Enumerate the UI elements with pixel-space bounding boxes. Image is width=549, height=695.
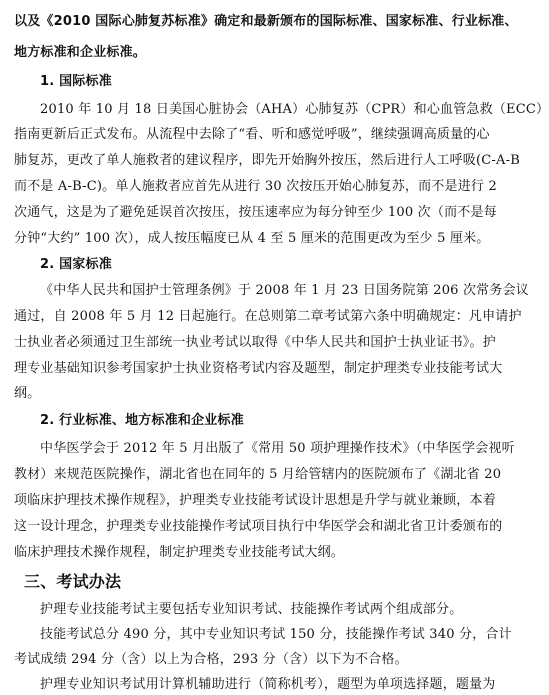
paragraph-line: 《中华人民共和国护士管理条例》于 2008 年 1 月 23 日国务院第 206 次常务会议 (40, 283, 529, 298)
paragraph-line: 通过，自 2008 年 5 月 12 日起施行。在总则第二章考试第六条中明确规定：凡申请护 (14, 309, 522, 324)
paragraph-line: 项临床护理技术操作规程》，护理类专业技能考试设计思想是升学与就业兼顾，本着 (14, 493, 496, 508)
paragraph-line: 纲。 (14, 386, 41, 401)
paragraph-line: 而不是 A-B-C)。单人施救者应首先从进行 30 次按压开始心肺复苏，而不是进行 2 (14, 179, 497, 194)
paragraph-line: 2010 年 10 月 18 日美国心脏协会（AHA）心肺复苏（CPR）和心血管急救（ECC） (40, 102, 549, 117)
paragraph-line: 教材）来规范医院操作，湖北省也在同年的 5 月给管辖内的医院颁布了《湖北省 20 (14, 467, 502, 482)
chapter-heading: 三、考试办法 (24, 572, 122, 591)
text-line: 地方标准和企业标准。 (14, 45, 147, 60)
paragraph-line: 士执业者必须通过卫生部统一执业考试以取得《中华人民共和国护士执业证书》。护 (14, 335, 496, 350)
paragraph-line: 考试成绩 294 分（含）以上为合格，293 分（含）以下为不合格。 (14, 652, 408, 667)
section-heading: 1. 国际标准 (40, 74, 112, 89)
paragraph-line: 次通气，这是为了避免延误首次按压，按压速率应为每分钟至少 100 次（而不是每 (14, 205, 497, 220)
paragraph-line: 临床护理技术操作规程，制定护理类专业技能考试大纲。 (14, 545, 345, 560)
paragraph-line: 指南更新后正式发布。从流程中去除了“看、听和感觉呼吸”，继续强调高质量的心 (14, 127, 490, 142)
paragraph-line: 中华医学会于 2012 年 5 月出版了《常用 50 项护理操作技术》（中华医学会视听 (40, 441, 515, 456)
section-heading: 2. 国家标准 (40, 257, 112, 272)
paragraph-line: 肺复苏，更改了单人施救者的建议程序，即先开始胸外按压，然后进行人工呼吸(C-A-B (14, 153, 520, 168)
paragraph-line: 这一设计理念，护理类专业技能操作考试项目执行中华医学会和湖北省卫计委颁布的 (14, 519, 503, 534)
paragraph-line: 技能考试总分 490 分，其中专业知识考试 150 分，技能操作考试 340 分，合计 (40, 627, 512, 642)
paragraph-line: 护理专业技能考试主要包括专业知识考试、技能操作考试两个组成部分。 (40, 602, 463, 617)
paragraph-line: 理专业基础知识参考国家护士执业资格考试内容及题型，制定护理类专业技能考试大 (14, 361, 503, 376)
section-heading: 2. 行业标准、地方标准和企业标准 (40, 413, 244, 428)
paragraph-line: 护理专业知识考试用计算机辅助进行（简称机考），题型为单项选择题，题量为 (40, 677, 496, 692)
paragraph-line: 分钟“大约” 100 次），成人按压幅度已从 4 至 5 厘米的范围更改为至少 5 厘米。 (14, 231, 490, 246)
text-line: 以及《2010 国际心肺复苏标准》确定和最新颁布的国际标准、国家标准、行业标准、 (14, 14, 518, 29)
